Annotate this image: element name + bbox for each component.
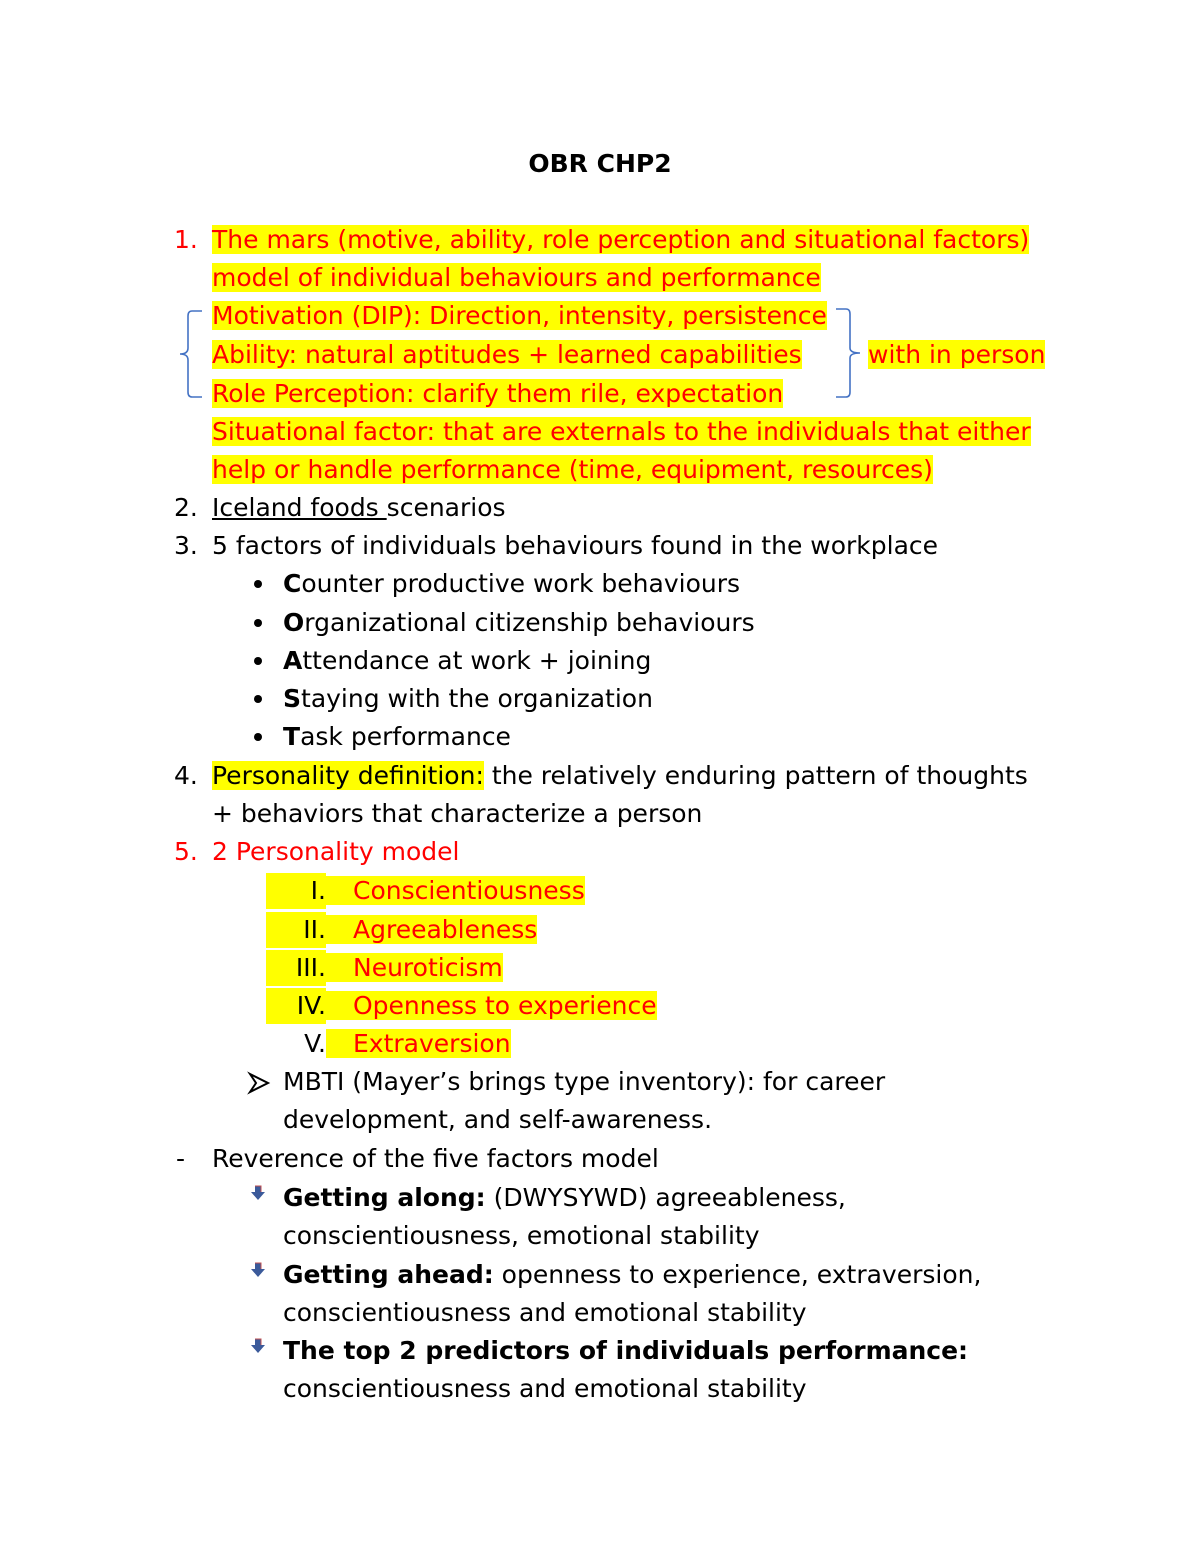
item-4-label: Personality definition: (212, 761, 484, 790)
bullet-4-rest: taying with the organization (301, 684, 653, 713)
numeral-5: V. (304, 1029, 326, 1058)
item-1-situational-1-text: Situational factor: that are externals to the individuals that either (212, 417, 1031, 446)
item-1-role-perception-text: Role Perception: clarify them rile, expectation (212, 379, 784, 408)
item-3-bullet-2 (283, 605, 755, 641)
item-1-number: 1. (174, 225, 198, 254)
down-arrow-bullet-icon (250, 1338, 266, 1354)
item-3-bullet-5 (283, 719, 511, 755)
mbti-line-2: development, and self-awareness. (283, 1105, 713, 1134)
item-2-line (212, 490, 506, 526)
left-brace-icon (172, 308, 204, 400)
item-2-number: 2. (174, 493, 198, 522)
reverence-text: Reverence of the five factors model (212, 1144, 659, 1173)
getting-along-line-1 (283, 1180, 846, 1216)
bullet-3-rest: ttendance at work + joining (302, 646, 652, 675)
bullet-5-initial: T (283, 722, 301, 751)
getting-ahead-text: openness to experience, extraversion, (493, 1260, 982, 1289)
item-3-number: 3. (174, 531, 198, 560)
top-predictors-label: The top 2 predictors of individuals performance: (283, 1336, 969, 1365)
trait-5-text: Extraversion (326, 1029, 511, 1058)
trait-2-text: Agreeableness (326, 915, 537, 944)
numeral-3: III. (266, 950, 326, 986)
trait-1 (326, 873, 585, 909)
bullet-3-initial: A (283, 646, 303, 675)
item-1-situational-2 (212, 452, 933, 488)
trait-4-text: Openness to experience (326, 991, 657, 1020)
numeral-1: I. (266, 873, 326, 909)
item-1-role-perception (212, 376, 783, 412)
right-brace-icon (832, 306, 872, 400)
trait-4 (326, 988, 657, 1024)
item-1-line-1-text: The mars (motive, ability, role perception and situational factors) (212, 225, 1030, 254)
item-1-motivation-text: Motivation (DIP): Direction, intensity, persistence (212, 301, 827, 330)
down-arrow-bullet-icon (250, 1262, 266, 1278)
arrow-bullet-icon (248, 1072, 272, 1094)
getting-along-text: (DWYSYWD) agreeableness, (485, 1183, 846, 1212)
bullet-1-initial: C (283, 569, 302, 598)
item-5-text: 2 Personality model (212, 837, 460, 866)
bullet-dot-icon (254, 580, 262, 588)
page-title: OBR CHP2 (528, 149, 672, 178)
item-5-number: 5. (174, 837, 198, 866)
bullet-dot-icon (254, 695, 262, 703)
bullet-dot-icon (254, 657, 262, 665)
item-4-text: the relatively enduring pattern of thoughts (483, 761, 1028, 790)
trait-2 (326, 912, 537, 948)
bullet-dot-icon (254, 619, 262, 627)
item-4-number: 4. (174, 761, 198, 790)
item-4-line-1 (212, 758, 1028, 794)
down-arrow-bullet-icon (250, 1185, 266, 1201)
item-1-ability (212, 337, 802, 373)
item-3-text: 5 factors of individuals behaviours found in the workplace (212, 531, 939, 560)
top-predictors-line-2: conscientiousness and emotional stability (283, 1374, 807, 1403)
item-1-situational-2-text: help or handle performance (time, equipment, resources) (212, 455, 933, 484)
bullet-dot-icon (254, 733, 262, 741)
trait-5 (326, 1026, 511, 1062)
item-1-motivation (212, 298, 827, 334)
item-1-ability-text: Ability: natural aptitudes + learned capabilities (212, 340, 802, 369)
side-note (868, 337, 1045, 373)
bullet-2-rest: rganizational citizenship behaviours (304, 608, 755, 637)
getting-along-line-2: conscientiousness, emotional stability (283, 1221, 760, 1250)
numeral-4: IV. (266, 988, 326, 1024)
getting-ahead-line-1 (283, 1257, 981, 1293)
getting-ahead-label: Getting ahead: (283, 1260, 494, 1289)
item-2-rest: scenarios (386, 493, 506, 522)
trait-1-text: Conscientiousness (326, 876, 585, 905)
item-2-underlined: Iceland foods (212, 493, 387, 522)
item-1-line-1 (212, 222, 1029, 258)
bullet-2-initial: O (283, 608, 305, 637)
item-1-line-2-text: model of individual behaviours and performance (212, 263, 821, 292)
side-note-text: with in person (868, 340, 1046, 369)
getting-along-label: Getting along: (283, 1183, 486, 1212)
mbti-line-1: MBTI (Mayer’s brings type inventory): for career (283, 1067, 886, 1096)
bullet-1-rest: ounter productive work behaviours (301, 569, 741, 598)
dash-bullet: - (176, 1144, 186, 1173)
getting-ahead-line-2: conscientiousness and emotional stability (283, 1298, 807, 1327)
top-predictors-line-1 (283, 1333, 968, 1369)
item-3-bullet-4 (283, 681, 653, 717)
item-1-line-2 (212, 260, 821, 296)
bullet-5-rest: ask performance (300, 722, 511, 751)
trait-3-text: Neuroticism (326, 953, 503, 982)
trait-3 (326, 950, 503, 986)
item-1-situational-1 (212, 414, 1031, 450)
numeral-2: II. (266, 912, 326, 948)
bullet-4-initial: S (283, 684, 302, 713)
item-3-bullet-1 (283, 566, 740, 602)
item-3-bullet-3 (283, 643, 651, 679)
item-4-line-2: + behaviors that characterize a person (212, 799, 703, 828)
